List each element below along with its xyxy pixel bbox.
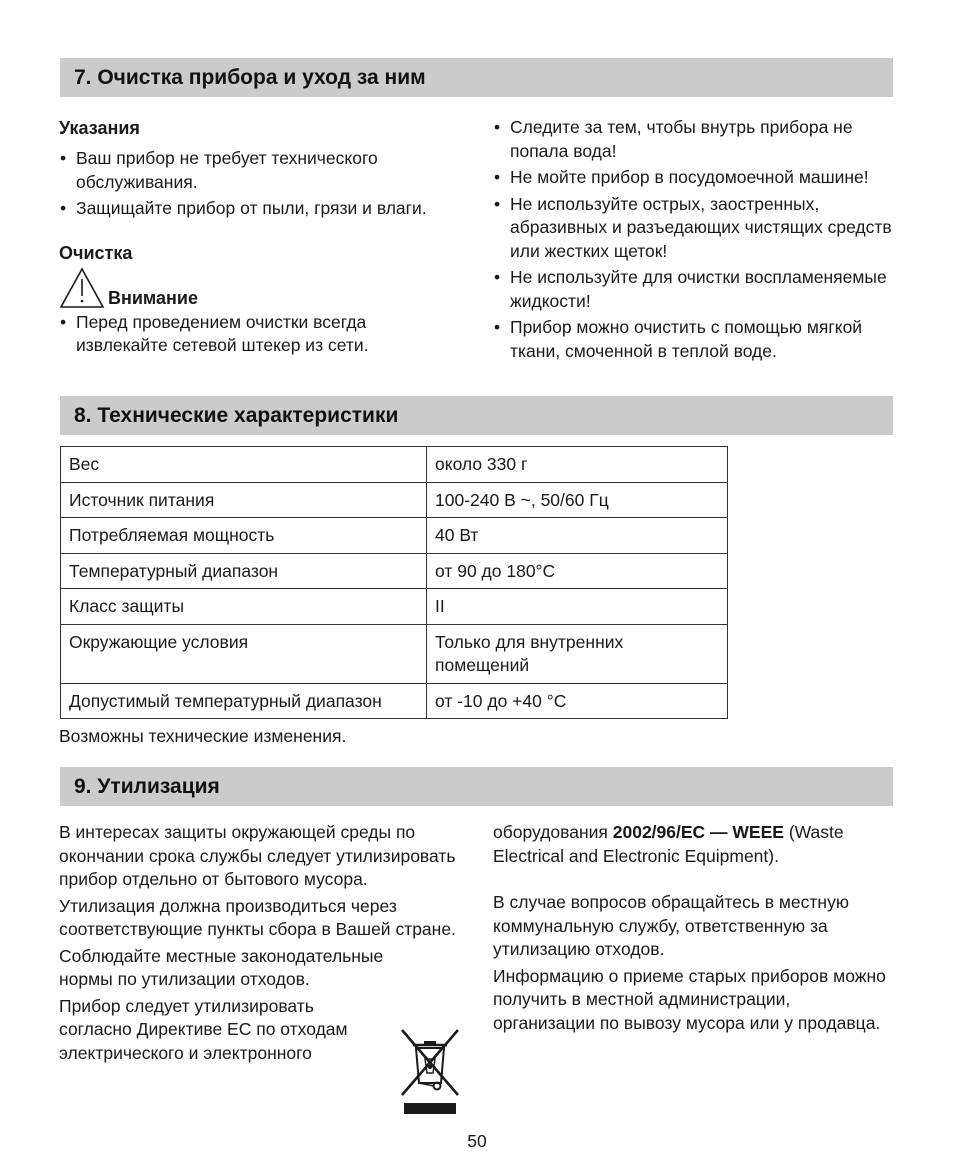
paragraph: В случае вопросов обращайтесь в местную коммунальную службу, ответственную за утилизацию отходов. [493,892,849,959]
table-row [61,447,728,483]
warning-label: Внимание [108,287,198,308]
list-item: • Прибор можно очистить с помощью мягкой ткани, смоченной в теплой воде. [493,316,901,363]
list-item: • Защищайте прибор от пыли, грязи и влаги. [59,197,459,221]
paragraph: Информацию о приеме старых приборов можно получить в местной администрации, организации по вывозу мусора или у продавца. [493,965,886,1033]
spec-value: 40 Вт [427,518,728,554]
cleaning-heading: Очистка [59,242,133,263]
directive-line: согласно Директиве ЕС по отходам [59,1019,348,1039]
crossed-out-wheelie-bin-icon [399,1027,461,1117]
notes-heading: Указания [59,118,140,138]
spec-value: Только для внутренних помещений [427,624,728,683]
spec-value: 100-240 В ~, 50/60 Гц [427,482,728,518]
directive-prefix: оборудования [493,822,613,842]
table-row [61,482,728,518]
directive-paragraph [493,821,893,868]
warning-row [59,267,459,309]
section-7-left-column [59,116,459,361]
spec-label: Источник питания [61,482,427,518]
warning-list [59,311,459,358]
list-item: • Не мойте прибор в посудомоечной машине! [493,166,901,190]
spec-label: Допустимый температурный диапазон [61,683,427,719]
section-8-title: 8. Технические характеристики [60,396,893,435]
table-row [61,683,728,719]
spec-value: около 330 г [427,447,728,483]
table-row [61,518,728,554]
spec-value: II [427,589,728,625]
directive-line: электрического и электронного [59,1042,312,1063]
directive-line: Прибор следует утилизировать [59,995,314,1016]
directive-suffix: (Waste Electrical and Electronic Equipment). [493,822,844,866]
directive-code: 2002/96/EC — WEEE [612,822,784,842]
list-item: • Ваш прибор не требует технического обслуживания. [59,147,459,194]
section-7-title: 7. Очистка прибора и уход за ним [60,58,893,97]
spec-label: Окружающие условия [61,624,427,683]
section-9-title: 9. Утилизация [60,767,893,806]
table-row [61,624,728,683]
notes-list [59,147,459,221]
list-item: • Не используйте для очистки воспламеняемые жидкости! [493,266,901,313]
list-item: • Перед проведением очистки всегда извлекайте сетевой штекер из сети. [59,311,459,358]
specifications-table [60,446,728,719]
warning-triangle-icon [59,267,105,309]
cleaning-list [493,116,901,363]
section-9-right-column [493,821,893,1038]
spec-label: Вес [61,447,427,483]
spec-label: Класс защиты [61,589,427,625]
page-number: 50 [467,1131,487,1151]
spec-value: от -10 до +40 °С [427,683,728,719]
spec-value: от 90 до 180°С [427,553,728,589]
list-item: • Не используйте острых, заостренных, абразивных и разъедающих чистящих средств или жестких щеток! [493,193,901,264]
spec-footnote: Возможны технические изменения. [59,726,347,746]
table-row [61,553,728,589]
paragraph: Соблюдайте местные законодательные нормы по утилизации отходов. [59,945,384,989]
paragraph: В интересах защиты окружающей среды по окончании срока службы следует утилизировать прибор отдельно от бытового мусора. [59,822,456,889]
paragraph: Утилизация должна производиться через соответствующие пункты сбора в Вашей стране. [59,895,456,939]
table-row [61,589,728,625]
list-item: • Следите за тем, чтобы внутрь прибора не попала вода! [493,116,901,163]
spec-label: Потребляемая мощность [61,518,427,554]
section-7-right-column [493,116,901,366]
spec-label: Температурный диапазон [61,553,427,589]
